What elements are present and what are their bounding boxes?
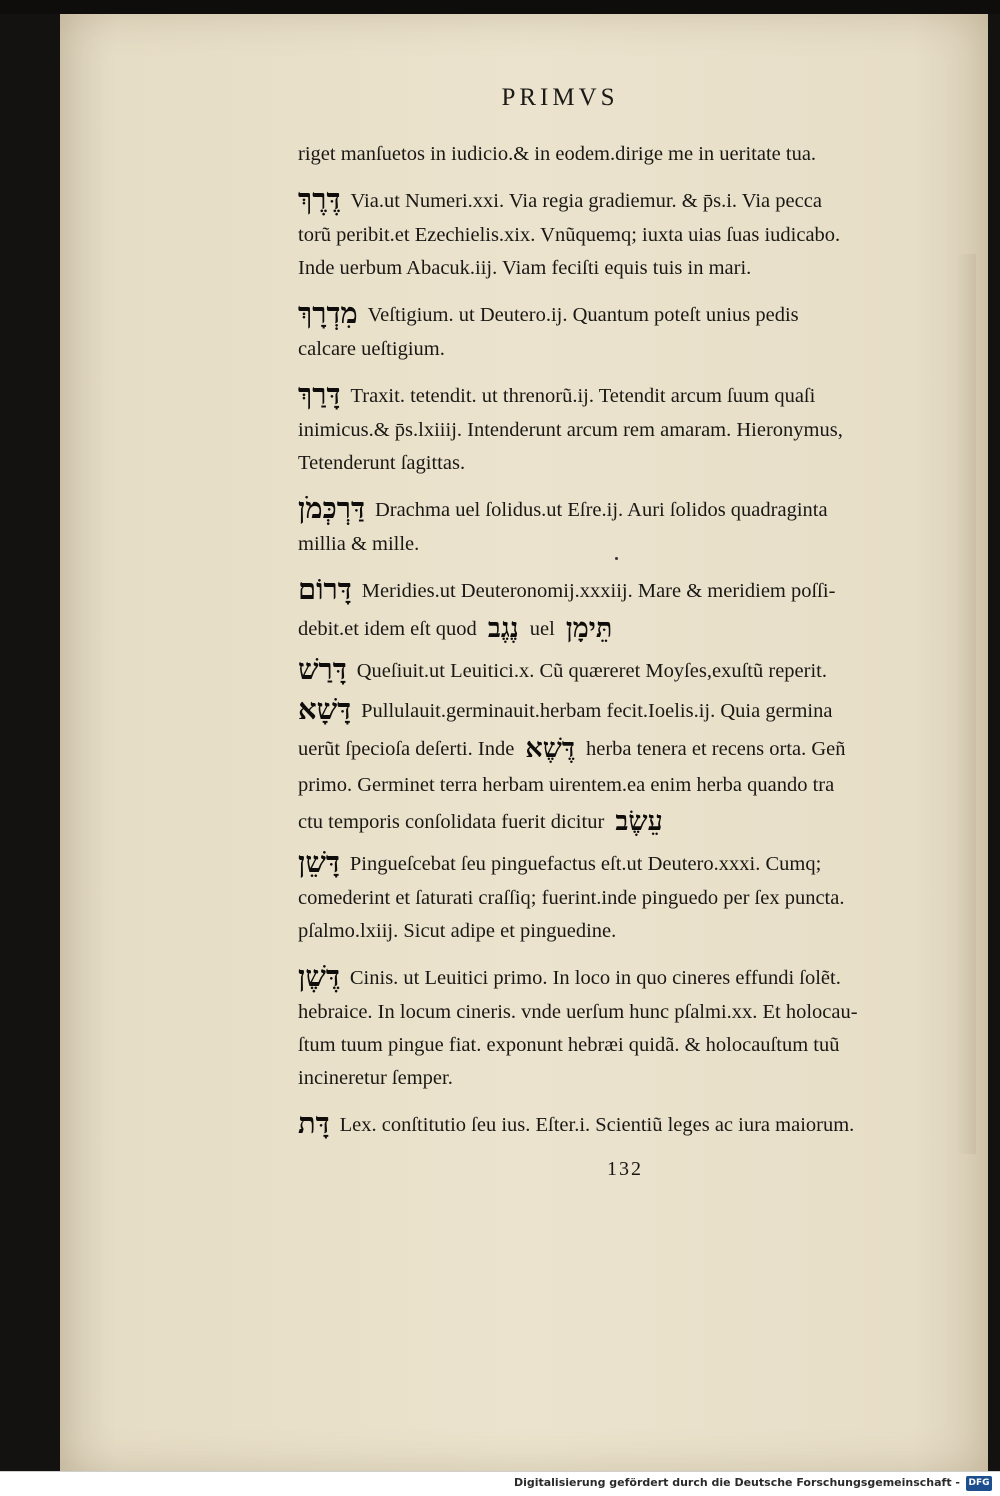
hebrew-headword: דַּרְכְּמֹן: [298, 491, 365, 525]
hebrew-headword: דֶּרֶךְ: [298, 182, 341, 216]
text-block: [298, 138, 948, 1143]
text-line: comederint et ſaturati craſſiq; fuerint.inde pinguedo per ſex puncta.: [298, 887, 845, 909]
text-line: torũ peribit.et Ezechielis.xix. Vnũquemq; iuxta uias ſuas iudicabo.: [298, 224, 841, 246]
lexicon-entry: [298, 956, 948, 996]
entry-text: Cinis. ut Leuitici primo. In loco in quo cineres effundi ſolẽt.: [349, 967, 841, 989]
lexicon-entry: [298, 842, 948, 882]
hebrew-headword: דָּרַךְ: [298, 377, 341, 411]
entry-text: Via.ut Numeri.xxi. Via regia gradiemur. & p̄s.i. Via pecca: [350, 190, 822, 212]
text-line: pſalmo.lxiij. Sicut adipe et pinguedine.: [298, 920, 617, 942]
running-head: PRIMVS: [501, 84, 619, 111]
dfg-logo: DFG: [966, 1476, 992, 1491]
text-line: calcare ueſtigium.: [298, 338, 445, 360]
text-line: incineretur ſemper.: [298, 1067, 453, 1089]
text-line: uerũt ſpecioſa deſerti. Inde דֶּשֶׁא herba tenera et recens orta. Geñ: [298, 729, 948, 769]
hebrew-word: דֶּשֶׁא: [525, 733, 575, 764]
hebrew-headword: מִדְרָךְ: [298, 296, 358, 330]
funding-credit: Digitalisierung gefördert durch die Deutsche Forschungsgemeinschaft -: [513, 1476, 960, 1489]
hebrew-word: עֵשֶׂב: [615, 806, 663, 837]
lexicon-entry: [298, 293, 948, 333]
text-line: primo. Germinet terra herbam uirentem.ea enim herba quando tra: [298, 774, 835, 796]
hebrew-headword: דָּשֵׁן: [298, 845, 340, 879]
text-line: hebraice. In locum cineris. vnde uerſum hunc pſalmi.xx. Et holocau-: [298, 1001, 858, 1023]
hebrew-headword: דָּת: [298, 1106, 330, 1140]
hebrew-headword: דָּרוֹם: [298, 572, 352, 606]
hebrew-headword: דָּשָׁא: [298, 692, 352, 726]
lexicon-entry: [298, 179, 948, 219]
text-line: riget manſuetos in iudicio.& in eodem.dirige me in ueritate tua.: [298, 143, 817, 165]
entry-text: Drachma uel ſolidus.ut Eſre.ij. Auri ſolidos quadraginta: [374, 499, 828, 521]
text-line: ctu temporis conſolidata fuerit dicitur עֵשֶׂב: [298, 802, 948, 842]
text-line: debit.et idem eſt quod נֶגֶב uel תֵּימָן: [298, 609, 948, 649]
page-number: 132: [607, 1158, 643, 1180]
entry-text: Traxit. tetendit. ut threnorũ.ij. Tetendit arcum ſuum quaſi: [350, 385, 816, 407]
text-line: millia & mille.: [298, 533, 420, 555]
lexicon-entry: [298, 569, 948, 609]
hebrew-word: תֵּימָן: [565, 613, 613, 644]
lexicon-entry: [298, 1103, 948, 1143]
text-line: inimicus.& p̄s.lxiiij. Intenderunt arcum rem amaram. Hieronymus,: [298, 419, 843, 441]
entry-text: Queſiuit.ut Leuitici.x. Cũ quæreret Moyſes,exuſtũ reperit.: [356, 660, 827, 682]
scan-edge: [0, 0, 1000, 14]
entry-text: Veſtigium. ut Deutero.ij. Quantum poteſt unius pedis: [367, 304, 799, 326]
entry-text: Pingueſcebat ſeu pinguefactus eſt.ut Deutero.xxxi. Cumq;: [349, 853, 822, 875]
entry-text: Lex. conſtitutio ſeu ius. Eſter.i. Scientiũ leges ac iura maiorum.: [339, 1114, 855, 1136]
lexicon-entry: [298, 374, 948, 414]
text-line: Tetenderunt ſagittas.: [298, 452, 466, 474]
hebrew-headword: דֶּשֶׁן: [298, 959, 340, 993]
entry-text: Pullulauit.germinauit.herbam fecit.Ioelis.ij. Quia germina: [361, 700, 833, 722]
hebrew-word: נֶגֶב: [487, 613, 519, 644]
lexicon-entry: [298, 689, 948, 729]
lexicon-entry: [298, 488, 948, 528]
entry-text: Meridies.ut Deuteronomij.xxxiij. Mare & meridiem poſſi-: [361, 580, 836, 602]
lexicon-entry: [298, 649, 948, 689]
footer-bar: [0, 1471, 1000, 1496]
hebrew-headword: דָּרַשׁ: [298, 652, 347, 686]
text-line: Inde uerbum Abacuk.iij. Viam feciſti equis tuis in mari.: [298, 257, 752, 279]
text-line: ſtum tuum pingue fiat. exponunt hebræi quidã. & holocauſtum tuũ: [298, 1034, 840, 1056]
page-shadow: [956, 254, 976, 1154]
